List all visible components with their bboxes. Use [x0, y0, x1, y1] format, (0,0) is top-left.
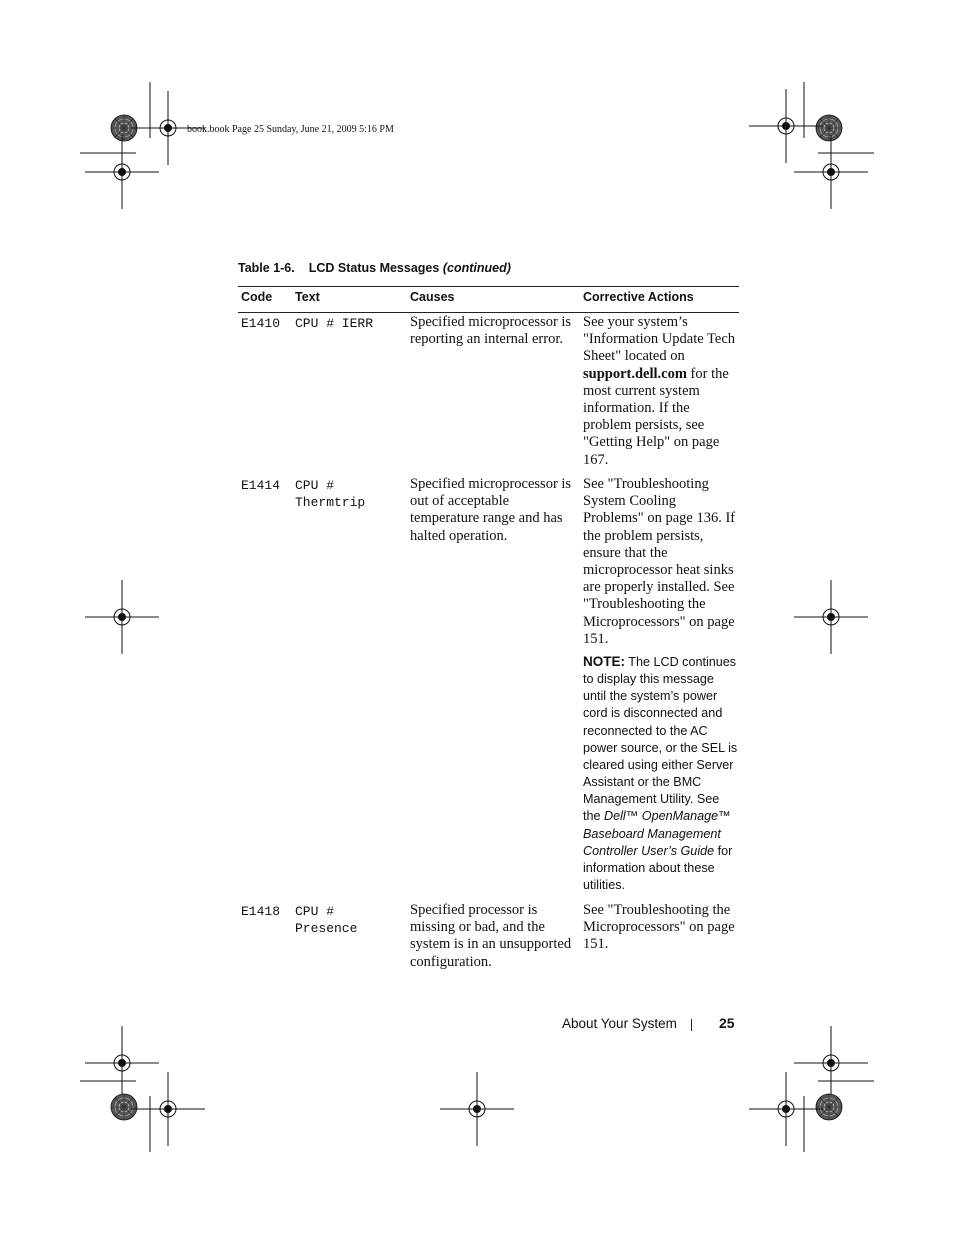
- row-2-text: CPU # Thermtrip: [295, 478, 366, 510]
- row-2-note: NOTE: The LCD continues to display this message until the system’s power cord is disconnected and reconnected to the AC power source, or the SEL is cleared using either Server Assistant or the BMC Management Utility. See the Dell™ OpenManage™ Baseboard Management Controller User’s Guide for information about these utilities.: [583, 654, 738, 893]
- row-2-code: E1414: [241, 478, 281, 493]
- column-header-causes: Causes: [410, 290, 455, 304]
- table-number: Table 1-6.: [238, 261, 295, 275]
- row-1-cause: Specified microprocessor is reporting an internal error.: [410, 314, 572, 348]
- table-title: LCD Status Messages: [308, 261, 440, 275]
- row-2-action: See "Troubleshooting System Cooling Problems" on page 136. If the problem persists, ensure that the microprocessor heat sinks are properly installed. See "Troubleshooting the Microprocessors" on page 151.: [583, 476, 736, 647]
- row-3-text: CPU # Presence: [295, 904, 358, 936]
- footer-separator: [691, 1019, 692, 1031]
- column-header-text: Text: [295, 290, 320, 304]
- table-top-rule: [238, 286, 739, 287]
- row-3-cause: Specified processor is missing or bad, and the system is in an unsupported configuration.: [410, 902, 572, 970]
- table-caption: [238, 261, 511, 275]
- footer-section-title: About Your System: [562, 1016, 677, 1031]
- column-header-corrective-actions: Corrective Actions: [583, 290, 694, 304]
- table-header-rule: [238, 312, 739, 313]
- row-3-action: See "Troubleshooting the Microprocessors" on page 151.: [583, 902, 735, 953]
- column-header-code: Code: [241, 290, 273, 304]
- page-number: 25: [719, 1015, 735, 1031]
- row-2-cause: Specified microprocessor is out of acceptable temperature range and has halted operation.: [410, 476, 572, 544]
- table-continued: (continued): [442, 261, 511, 275]
- note-label: NOTE:: [583, 654, 625, 669]
- row-3-code: E1418: [241, 904, 281, 919]
- print-header: book.book Page 25 Sunday, June 21, 2009 5:16 PM: [187, 124, 394, 135]
- row-1-action: See your system’s "Information Update Tech Sheet" located on support.dell.com for the most current system information. If the problem persists, see "Getting Help" on page 167.: [583, 314, 736, 468]
- support-link[interactable]: support.dell.com: [583, 365, 687, 382]
- row-1-text: CPU # IERR: [295, 316, 374, 331]
- row-1-code: E1410: [241, 316, 281, 331]
